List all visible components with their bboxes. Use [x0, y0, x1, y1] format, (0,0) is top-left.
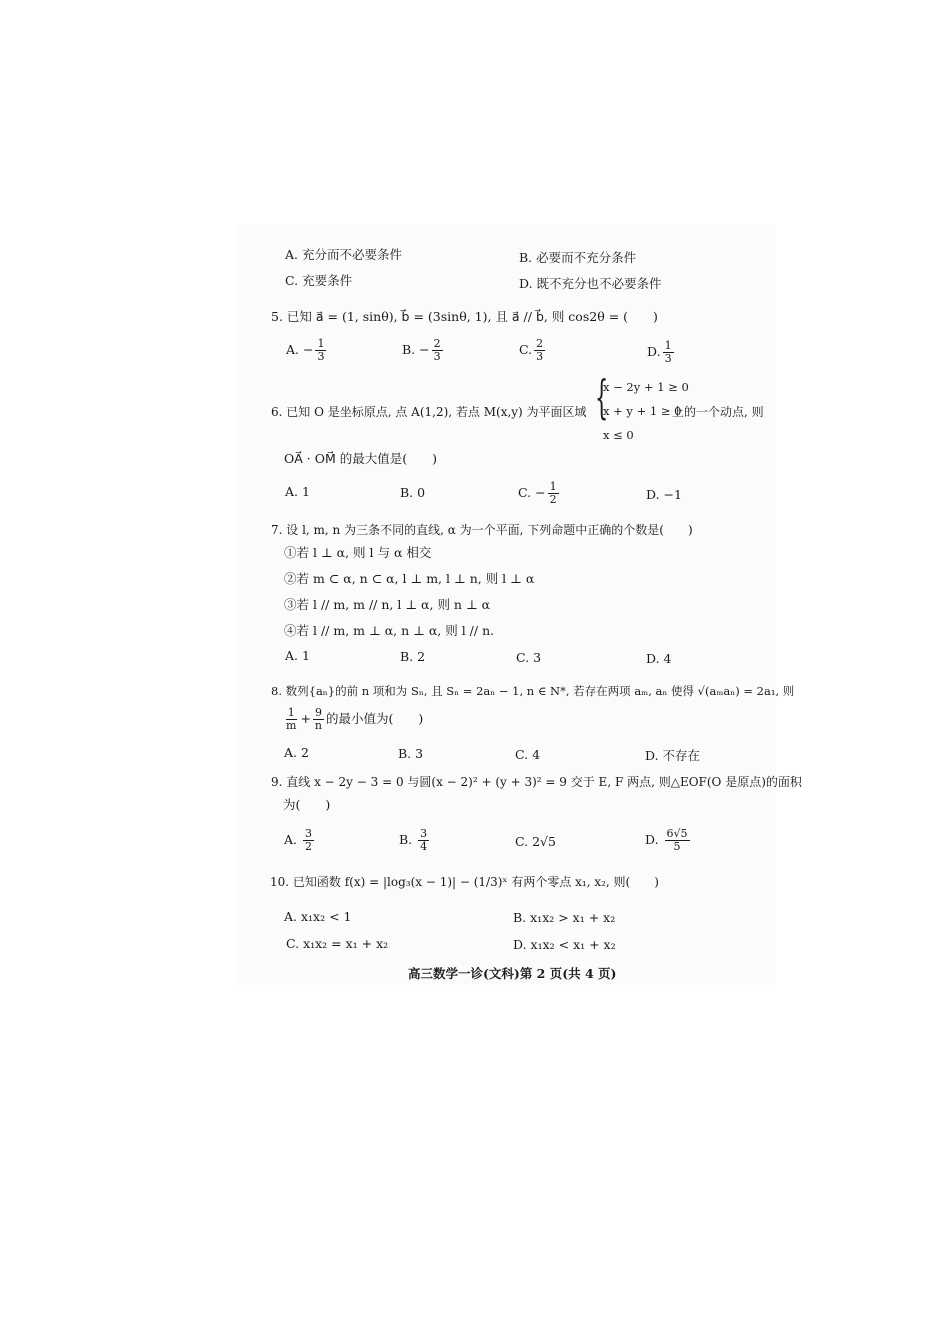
q10-option-a: A. x₁x₂ < 1 [284, 909, 352, 924]
q7-proposition-4: ④若 l // m, m ⊥ α, n ⊥ α, 则 l // n. [284, 623, 495, 638]
q9-option-a: A. $\frac{3}{2}$ [284, 827, 312, 853]
q6-option-c: C. − $\frac{1}{2}$ [518, 480, 557, 506]
q8-option-d: D. 不存在 [645, 748, 701, 763]
q4-option-b: B. 必要而不充分条件 [519, 250, 637, 265]
q10-option-c: C. x₁x₂ = x₁ + x₂ [286, 936, 389, 951]
q7-stem: 7. 设 l, m, n 为三条不同的直线, α 为一个平面, 下列命题中正确的个数是( ) [271, 523, 693, 537]
q9-stem-2: 为( ) [283, 797, 331, 812]
q8-option-c: C. 4 [515, 747, 541, 762]
q10-option-b: B. x₁x₂ > x₁ + x₂ [513, 910, 616, 925]
q6-brace: { [595, 370, 609, 424]
q7-proposition-1: ①若 l ⊥ α, 则 l 与 α 相交 [284, 545, 432, 560]
q4-option-d: D. 既不充分也不必要条件 [519, 276, 662, 291]
q6-stem-tail: 上的一个动点, 则 [672, 405, 764, 419]
q7-option-c: C. 3 [516, 650, 542, 665]
page-footer: 高三数学一诊(文科)第 2 页(共 4 页) [408, 966, 617, 981]
q4-option-a: A. 充分而不必要条件 [285, 247, 402, 262]
q6-inequality-3: x ≤ 0 [603, 428, 634, 442]
q5-stem: 5. 已知 a⃗ = (1, sinθ), b⃗ = (3sinθ, 1), 且 a⃗ // b⃗, 则 cos2θ = ( ) [271, 309, 658, 324]
q7-option-a: A. 1 [285, 648, 310, 663]
q8-option-b: B. 3 [398, 746, 424, 761]
q10-option-d: D. x₁x₂ < x₁ + x₂ [513, 937, 616, 952]
q6-stem: 6. 已知 O 是坐标原点, 点 A(1,2), 若点 M(x,y) 为平面区域 [271, 405, 587, 419]
q6-option-b: B. 0 [400, 485, 426, 500]
q6-inequality-2: x + y + 1 ≥ 0 [603, 404, 682, 418]
q6-stem-2: OA⃗ · OM⃗ 的最大值是( ) [284, 451, 437, 466]
q6-option-a: A. 1 [285, 484, 310, 499]
q6-option-d: D. −1 [646, 487, 682, 502]
q8-stem-2: $\frac{1}{m}$ + $\frac{9}{n}$ 的最小值为( ) [286, 706, 424, 732]
q7-proposition-3: ③若 l // m, m // n, l ⊥ α, 则 n ⊥ α [284, 597, 491, 612]
q8-option-a: A. 2 [284, 745, 309, 760]
q5-option-b: B. − $\frac{2}{3}$ [402, 337, 441, 363]
q7-option-d: D. 4 [646, 651, 672, 666]
q5-option-d: D. $\frac{1}{3}$ [647, 339, 672, 365]
q5-option-a: A. − $\frac{1}{3}$ [286, 337, 325, 363]
q10-stem: 10. 已知函数 f(x) = |log₃(x − 1)| − (1/3)ˣ 有两个零点 x₁, x₂, 则( ) [270, 875, 659, 889]
q7-proposition-2: ②若 m ⊂ α, n ⊂ α, l ⊥ m, l ⊥ n, 则 l ⊥ α [284, 571, 535, 586]
q8-stem: 8. 数列{aₙ}的前 n 项和为 Sₙ, 且 Sₙ = 2aₙ − 1, n ∈ N*, 若存在两项 aₘ, aₙ 使得 √(aₘaₙ) = 2a₁, 则 [271, 684, 795, 698]
q9-option-c: C. 2√5 [515, 834, 556, 849]
q9-option-d: D. $\frac{6√5}{5}$ [645, 827, 688, 853]
q4-option-c: C. 充要条件 [285, 273, 353, 288]
q7-option-b: B. 2 [400, 649, 426, 664]
q6-inequality-1: x − 2y + 1 ≥ 0 [603, 380, 689, 394]
q9-option-b: B. $\frac{3}{4}$ [399, 827, 428, 853]
q9-stem: 9. 直线 x − 2y − 3 = 0 与圆(x − 2)² + (y + 3)² = 9 交于 E, F 两点, 则△EOF(O 是原点)的面积 [271, 775, 802, 789]
q5-option-c: C. $\frac{2}{3}$ [519, 337, 544, 363]
